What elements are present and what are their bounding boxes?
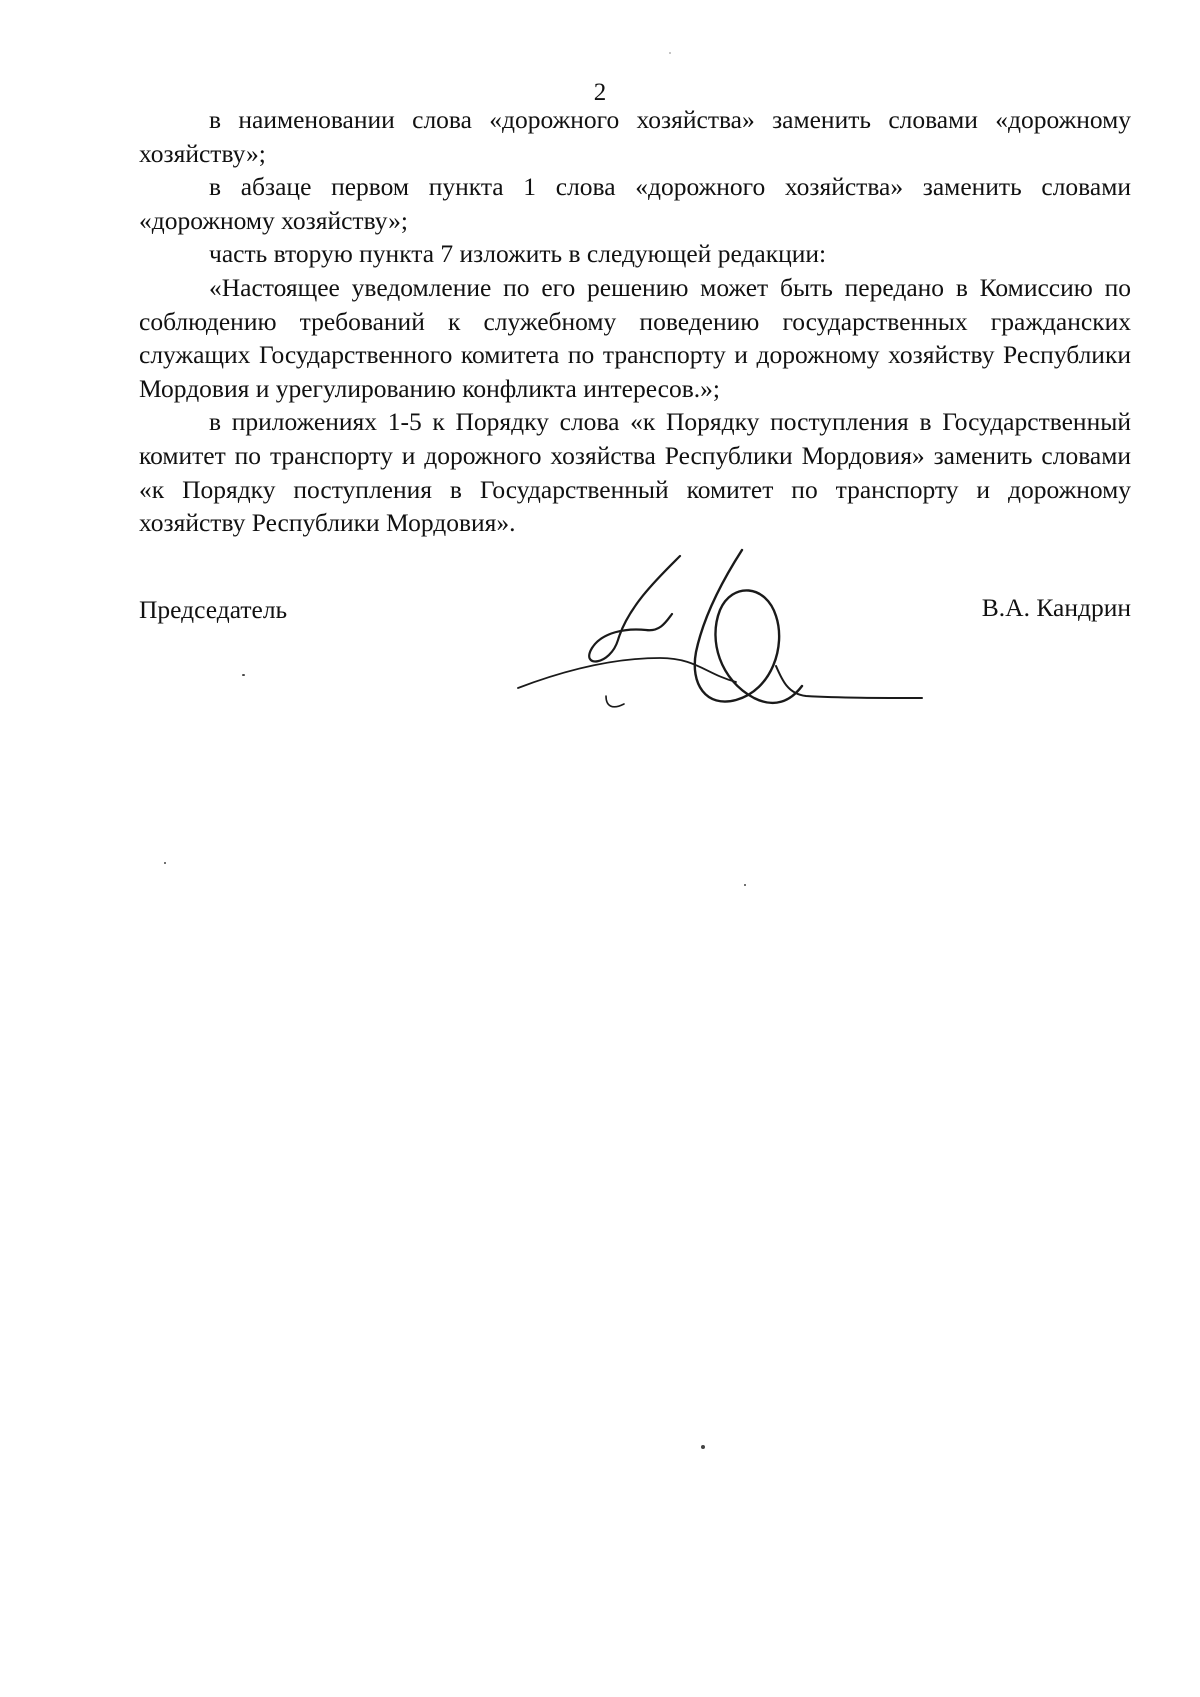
scan-speck	[242, 674, 245, 676]
scan-speck	[164, 862, 166, 864]
paragraph-1: в наименовании слова «дорожного хозяйства» заменить словами «дорожному хозяйству»;	[139, 105, 1131, 168]
signatory-name: В.А. Кандрин	[981, 593, 1131, 622]
paragraph-5: в приложениях 1-5 к Порядку слова «к Порядку поступления в Государственный комитет по транспорту и дорожного хозяйства Республики Мордовия» заменить словами «к Порядку поступления в Государственный комитет по транспорту и дорожному хозяйству Республики Мордовия».	[139, 407, 1131, 538]
scan-speck	[744, 884, 746, 886]
handwritten-signature-icon	[510, 548, 930, 728]
scan-speck	[669, 52, 671, 54]
scan-speck	[701, 1445, 705, 1449]
signatory-title: Председатель	[139, 595, 288, 624]
page-number: 2	[593, 79, 607, 106]
paragraph-3: часть вторую пункта 7 изложить в следующей редакции:	[209, 239, 827, 269]
paragraph-2: в абзаце первом пункта 1 слова «дорожного хозяйства» заменить словами «дорожному хозяйству»;	[139, 172, 1131, 235]
document-body	[139, 103, 1131, 540]
paragraph-4: «Настоящее уведомление по его решению может быть передано в Комиссию по соблюдению требований к служебному поведению государственных гражданских служащих Государственного комитета по транспорту и дорожному хозяйству Республики Мордовия и урегулированию конфликта интересов.»;	[139, 272, 1131, 403]
